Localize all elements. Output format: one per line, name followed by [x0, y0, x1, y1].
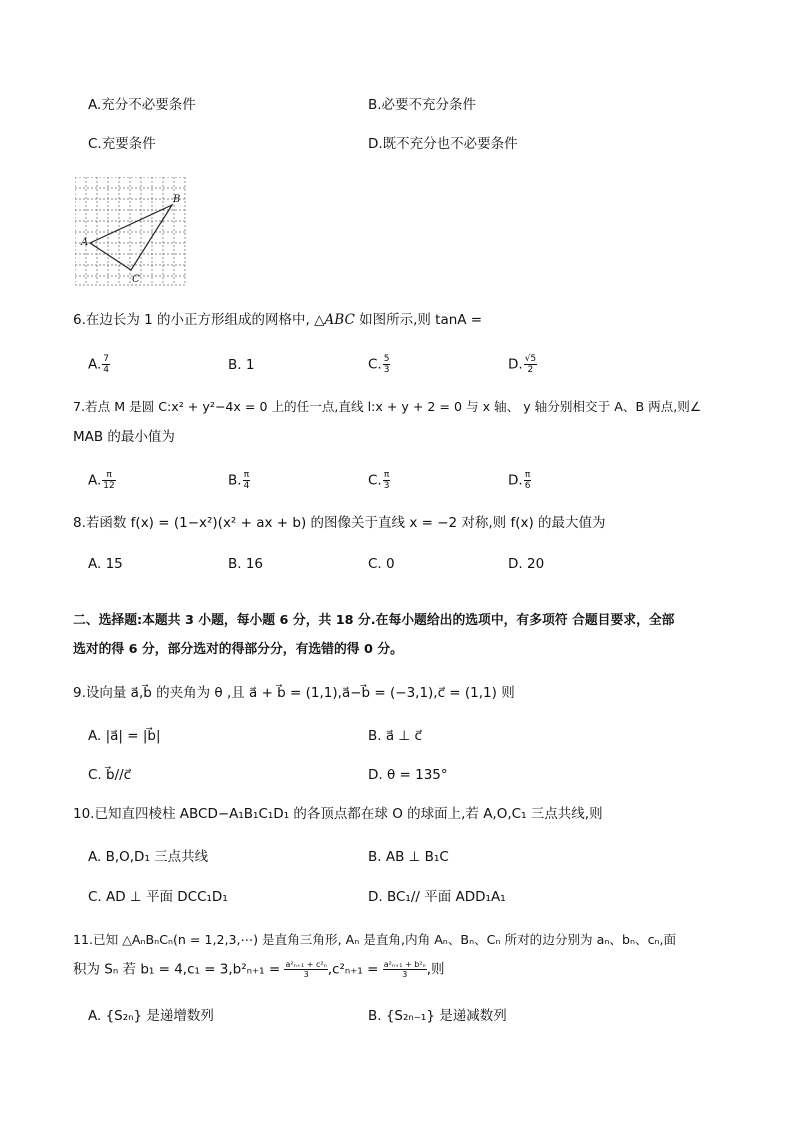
- q6-option-d: D. $\frac{√5}{2}$: [508, 354, 537, 375]
- q7-option-a: A. $\frac{\pi}{12}$: [88, 470, 115, 491]
- q8-option-c: C. 0: [368, 556, 395, 572]
- q10-option-c: C. AD ⊥ 平面 DCC₁D₁: [88, 889, 228, 905]
- grid-triangle-figure: [75, 177, 187, 287]
- q9-option-a: A. |a⃗| = |b⃗|: [88, 728, 161, 744]
- q11-option-a: A. {S₂ₙ} 是递增数列: [88, 1008, 214, 1024]
- q8-stem: 8.若函数 f(x) = (1−x²)(x² + ax + b) 的图像关于直线 x = −2 对称,则 f(x) 的最大值为: [73, 515, 606, 531]
- q7-option-b: B. $\frac{\pi}{4}$: [228, 470, 250, 491]
- q7-stem-line2: MAB 的最小值为: [73, 429, 175, 445]
- section2-heading-line2: 选对的得 6 分，部分选对的得部分分，有选错的得 0 分。: [73, 642, 403, 657]
- q7-stem-line1: 7.若点 M 是圆 C:x² + y²−4x = 0 上的任一点,直线 l:x + y + 2 = 0 与 x 轴、 y 轴分别相交于 A、B 两点,则∠: [73, 399, 702, 414]
- q5-option-d: D.既不充分也不必要条件: [368, 136, 518, 152]
- q8-option-d: D. 20: [508, 556, 545, 572]
- q10-option-a: A. B,O,D₁ 三点共线: [88, 849, 209, 865]
- q6-stem: 6.在边长为 1 的小正方形组成的网格中, △ABC 如图所示,则 tanA =: [73, 312, 483, 328]
- q7-option-d: D. $\frac{\pi}{6}$: [508, 470, 531, 491]
- q7-option-c: C. $\frac{\pi}{3}$: [368, 470, 390, 491]
- q10-option-d: D. BC₁// 平面 ADD₁A₁: [368, 889, 506, 905]
- q9-option-c: C. b⃗//c⃗: [88, 767, 132, 783]
- q8-option-a: A. 15: [88, 556, 123, 572]
- q9-stem: 9.设向量 a⃗,b⃗ 的夹角为 θ ,且 a⃗ + b⃗ = (1,1),a⃗−b⃗ = (−3,1),c⃗ = (1,1) 则: [73, 685, 515, 701]
- q5-option-a: A.充分不必要条件: [88, 97, 196, 113]
- q5-option-c: C.充要条件: [88, 136, 156, 152]
- q9-option-b: B. a⃗ ⊥ c⃗: [368, 728, 422, 744]
- vertex-label-b: B: [173, 194, 181, 205]
- vertex-label-a: A: [81, 237, 89, 248]
- q9-option-d: D. θ = 135°: [368, 767, 448, 783]
- q5-option-b: B.必要不充分条件: [368, 97, 477, 113]
- q11-stem-line2: 积为 Sₙ 若 b₁ = 4,c₁ = 3,b²ₙ₊₁ = $\frac{\text{a²ₙ₊₁ + c²ₙ}}{3}$ ,c²ₙ₊₁ = $\frac{\text{a²ₙ₊₁ + b²ₙ}}{3}$ ,则: [73, 960, 445, 979]
- q8-option-b: B. 16: [228, 556, 264, 572]
- q10-option-b: B. AB ⊥ B₁C: [368, 849, 449, 865]
- q6-option-b: B. 1: [228, 357, 255, 373]
- q11-option-b: B. {S₂ₙ₋₁} 是递减数列: [368, 1008, 507, 1024]
- q11-stem-line1: 11.已知 △AₙBₙCₙ(n = 1,2,3,⋯) 是直角三角形, Aₙ 是直角,内角 Aₙ、Bₙ、Cₙ 所对的边分别为 aₙ、bₙ、cₙ,面: [73, 932, 677, 947]
- q6-option-a: A. $\frac{7}{4}$: [88, 354, 110, 375]
- q10-stem: 10.已知直四棱柱 ABCD−A₁B₁C₁D₁ 的各顶点都在球 O 的球面上,若 A,O,C₁ 三点共线,则: [73, 806, 603, 822]
- section2-heading-line1: 二、选择题:本题共 3 小题，每小题 6 分，共 18 分.在每小题给出的选项中，有多项符 合题目要求，全部: [73, 613, 675, 628]
- vertex-label-c: C: [132, 274, 140, 285]
- q6-option-c: C. $\frac{5}{3}$: [368, 354, 390, 375]
- triangle-abc: [90, 205, 172, 270]
